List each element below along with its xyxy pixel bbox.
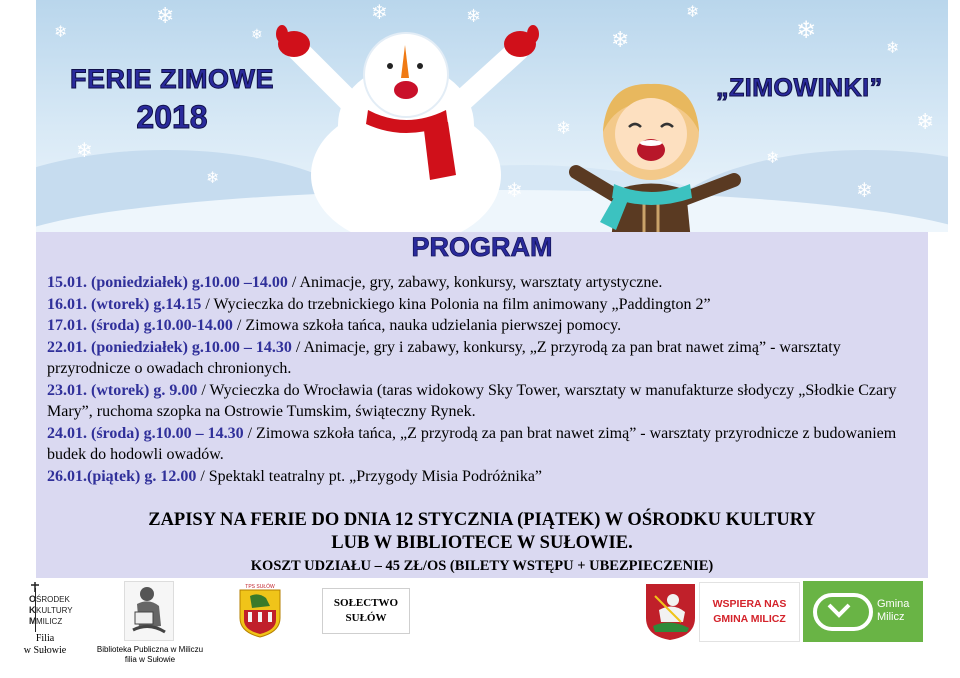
program-item <box>47 423 925 466</box>
biblioteka-logo <box>124 581 174 641</box>
event-title <box>44 64 300 136</box>
snowflake-icon: ❄ <box>796 16 817 44</box>
program-item-when: 17.01. (środa) g.10.00-14.00 <box>47 317 233 334</box>
snowflake-icon: ❄ <box>156 4 175 29</box>
program-item-desc: / Spektakl teatralny pt. „Przygody Misia Podróżnika” <box>196 467 543 485</box>
ok-letter: O <box>29 594 37 604</box>
program-item-when: 15.01. (poniedziałek) g.10.00 –14.00 <box>47 274 288 291</box>
program-item <box>47 294 925 316</box>
snowflake-icon: ❄ <box>206 168 220 187</box>
program-item <box>47 380 925 423</box>
snowman-illustration <box>258 0 558 232</box>
ok-word: KULTURY <box>36 606 73 615</box>
title-year: 2018 <box>136 99 208 135</box>
reader-figure-icon <box>125 582 173 640</box>
program-item <box>47 272 925 294</box>
snowflake-icon: ❄ <box>556 118 572 139</box>
program-heading: PROGRAM <box>411 232 553 262</box>
osrodek-caption: Filia w Sułowie <box>23 633 67 656</box>
ok-letter: M <box>29 616 37 626</box>
program-item-when: 22.01. (poniedziałek) g.10.00 – 14.30 <box>47 338 292 356</box>
snowflake-icon: ❄ <box>766 148 780 167</box>
program-item <box>47 315 925 337</box>
snowflake-icon: ❄ <box>611 28 630 53</box>
snowflake-icon: ❄ <box>251 27 263 43</box>
winter-banner <box>36 0 948 232</box>
snowflake-icon: ❄ <box>76 138 93 162</box>
registration-line-1: ZAPISY NA FERIE DO DNIA 12 STYCZNIA (PIĄTEK) W OŚRODKU KULTURY <box>148 510 816 530</box>
program-item-when: 24.01. (środa) g.10.00 – 14.30 <box>47 424 244 442</box>
wspiera-gmina-badge: WSPIERA NAS GMINA MILICZ <box>699 582 800 642</box>
program-item-desc: / Zimowa szkoła tańca, „Z przyrodą za pan brat nawet zimą” - warsztaty przyrodnicze z budowaniem budek do hodowli owadów. <box>47 424 897 463</box>
program-item-desc: / Zimowa szkoła tańca, nauka udzielania pierwszej pomocy. <box>232 317 622 334</box>
event-subtitle: „ZIMOWINKI” <box>716 74 883 102</box>
program-item-when: 26.01.(piątek) g. 12.00 <box>47 467 197 485</box>
ok-word: ŚRODEK <box>36 595 70 604</box>
registration-info <box>36 509 928 555</box>
program-item-when: 16.01. (wtorek) g.14.15 <box>47 295 202 313</box>
ok-word: MILICZ <box>36 617 63 626</box>
program-item-when: 23.01. (wtorek) g. 9.00 <box>47 381 198 399</box>
coat-of-arms-icon <box>643 582 698 642</box>
program-item-desc: / Wycieczka do trzebnickiego kina Polonia na film animowany „Paddington 2” <box>201 295 711 313</box>
registration-line-2: LUB W BIBLIOTECE W SUŁOWIE. <box>331 533 633 553</box>
milicz-coat-of-arms <box>643 582 698 642</box>
snowflake-icon: ❄ <box>886 38 900 57</box>
crest-icon <box>236 582 284 638</box>
program-item-desc: / Wycieczka do Wrocławia (taras widokowy Sky Tower, warsztaty w manufakturze słodyczy „Słodkie Czary Mary”, ruchoma szopka na Ostrowie Tumskim, świąteczny Rynek. <box>47 381 897 420</box>
program-item-desc: / Animacje, gry i zabawy, konkursy, „Z przyrodą za pan brat nawet zimą” - warsztaty przyrodnicze o owadach chronionych. <box>47 338 841 377</box>
snowflake-icon: ❄ <box>371 0 388 24</box>
title-line-1: FERIE ZIMOWE <box>70 64 274 94</box>
snowflake-icon: ❄ <box>506 178 523 202</box>
biblioteka-caption: Biblioteka Publiczna w Miliczu filia w Sułowie <box>96 645 204 664</box>
cost-info: KOSZT UDZIAŁU – 45 ZŁ/OS (BILETY WSTĘPU + UBEZPIECZENIE) <box>250 558 714 574</box>
gmina-milicz-icon <box>807 581 877 642</box>
crest-label: TPS SUŁÓW <box>245 584 275 590</box>
osrodek-kultury-logo <box>27 580 73 630</box>
snowflake-icon: ❄ <box>686 2 700 21</box>
snowflake-icon: ❄ <box>916 110 935 135</box>
snowflake-icon: ❄ <box>54 22 68 41</box>
program-item <box>47 337 925 380</box>
ok-letter: K <box>29 605 36 615</box>
snowflake-icon: ❄ <box>466 6 482 27</box>
tps-sulow-crest <box>236 582 284 638</box>
program-item-desc: / Animacje, gry, zabawy, konkursy, warsztaty artystyczne. <box>287 274 663 291</box>
gmina-milicz-logo: Gmina Milicz <box>803 581 923 642</box>
snowflake-icon: ❄ <box>856 178 873 202</box>
program-item <box>47 466 925 488</box>
solectwo-sulow-logo: SOŁECTWO SUŁÓW <box>322 588 410 634</box>
program-list <box>47 272 925 487</box>
